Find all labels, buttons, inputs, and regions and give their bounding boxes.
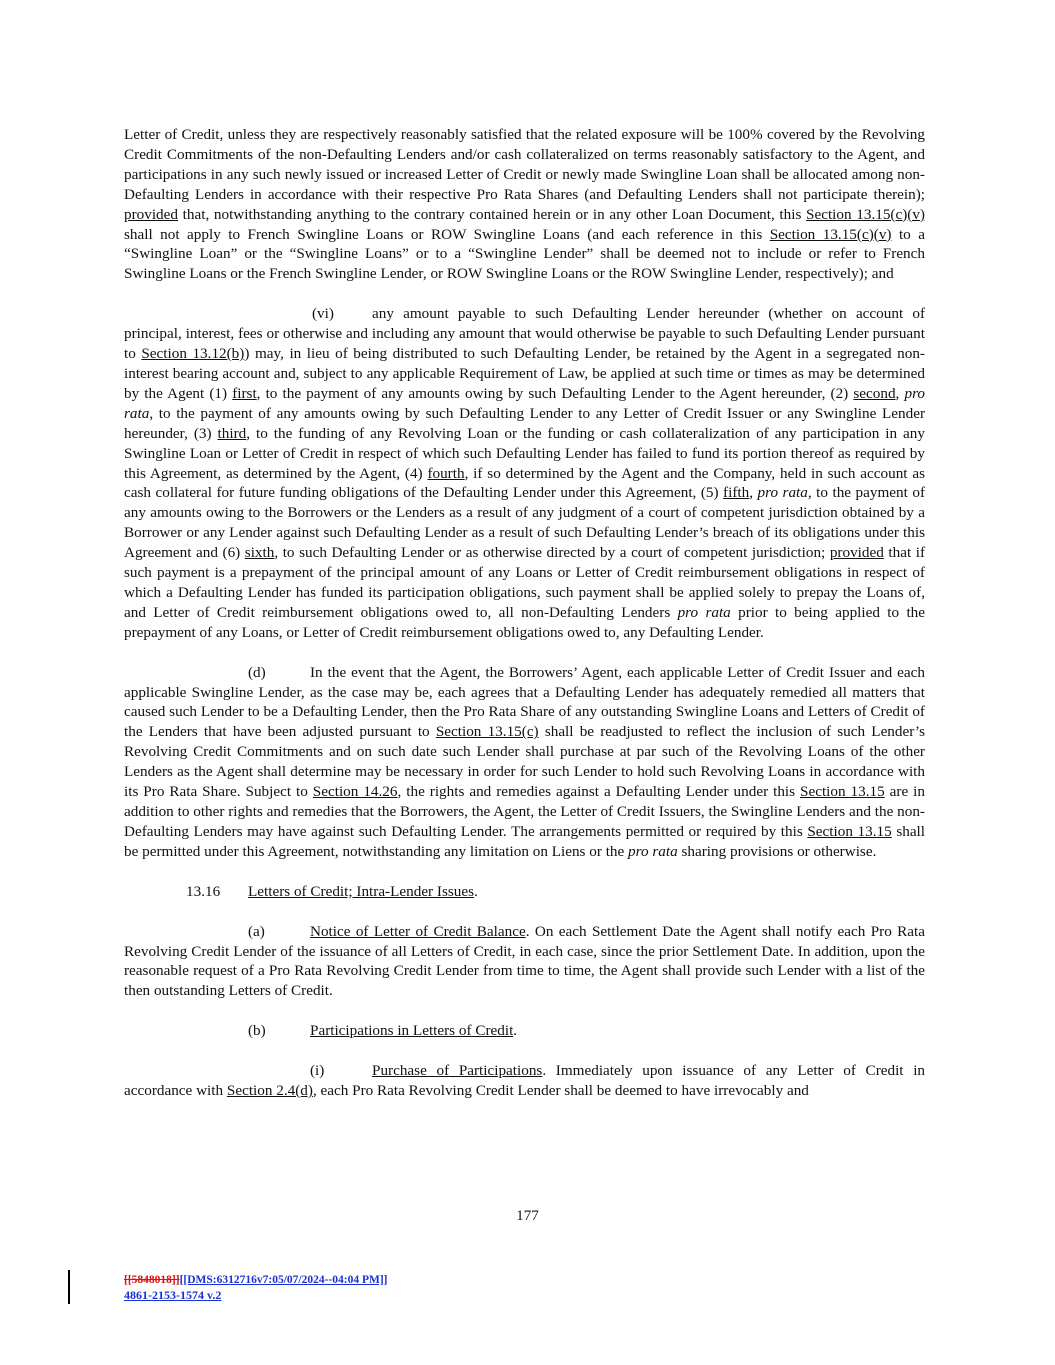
paragraph-b: (b) Participations in Letters of Credit. (248, 1022, 518, 1040)
section-number: 13.16 (186, 882, 221, 900)
clause-number: (b) (248, 1022, 266, 1040)
section-ref: Section 13.15 (800, 783, 885, 801)
section-ref: Section 14.26 (312, 783, 398, 801)
section-title: Letters of Credit; Intra-Lender Issues (248, 882, 475, 900)
footer-doc-stamp (124, 1273, 388, 1288)
section-ref: Section 13.15 (807, 822, 892, 840)
clause-number: (d) (248, 663, 266, 681)
page-body (124, 125, 925, 1101)
clause-title: Participations in Letters of Credit (310, 1022, 514, 1040)
clause-title: Notice of Letter of Credit Balance (310, 922, 526, 940)
section-heading-13-16: 13.16 Letters of Credit; Intra-Lender Issues. (186, 882, 478, 900)
paragraph-i: (i) Purchase of Participations. Immediately upon issuance of any Letter of Credit in accordance with Section 2.4(d), each Pro Rata Revolving Credit Lender shall be deemed to have irrevocably and (124, 1062, 926, 1100)
change-bar (68, 1270, 70, 1304)
provided-term: provided (124, 205, 178, 223)
section-ref: Section 13.15(c)(v) (769, 225, 892, 243)
document-footer (124, 1273, 388, 1303)
clause-number: (vi) (312, 305, 334, 323)
deleted-doc-id: [[5848018]] (124, 1274, 180, 1286)
paragraph-d: (d) In the event that the Agent, the Borrowers’ Agent, each applicable Letter of Credit Issuer and each applicable Swingline Lender, as the case may be, each agrees that a Defaulting Lender has adequately remedied all matters that caused such Lender to be a Defaulting Lender, then the Pro Rata Share of any outstanding Swingline Loans and Letters of Credit of the Lenders that have been adjusted pursuant to Section 13.15(c) shall be readjusted to reflect the inclusion of such Lender’s Revolving Credit Commitments and on such date such Lender shall purchase at par such of the Revolving Loans of the other Lenders as the Agent shall determine may be necessary in order for such Lender to hold such Revolving Loans in accordance with its Pro Rata Share. Subject to Section 14.26, the rights and remedies against a Defaulting Lender under this Section 13.15 are in addition to other rights and remedies that the Borrowers, the Agent, the Letter of Credit Issuers, the Swingline Lenders and the non-Defaulting Lenders may have against such Defaulting Lender. The arrangements permitted or required by this Section 13.15 shall be permitted under this Agreement, notwithstanding any limitation on Liens or the pro rata sharing provisions or otherwise. (124, 663, 925, 860)
section-ref: Section 13.15(c)(v) (806, 205, 925, 223)
paragraph-vi: (vi) any amount payable to such Defaulting Lender hereunder (whether on account of principal, interest, fees or otherwise and including any amount that would otherwise be payable to such Defaulting Lender pursuant to Section 13.12(b)) may, in lieu of being distributed to such Defaulting Lender, be retained by the Agent in a segregated non-interest bearing account and, subject to any applicable Requirement of Law, be applied at such time or times as may be determined by the Agent (1) first, to the payment of any amounts owing by such Defaulting Lender to the Agent hereunder, (2) second, pro rata, to the payment of any amounts owing by such Defaulting Lender to any Letter of Credit Issuer or any Swingline Lender hereunder, (3) third, to the funding of any Revolving Loan or the funding or cash collateralization of any participation in any Swingline Loan or Letter of Credit in respect of which such Defaulting Lender has failed to fund its portion thereof as required by this Agreement, as determined by the Agent, (4) fourth, if so determined by the Agent and the Company, held in such account as cash collateral for future funding obligations of the Defaulting Lender under this Agreement, (5) fifth, pro rata, to the payment of any amounts owing to the Borrowers or the Lenders as a result of any judgment of a court of competent jurisdiction obtained by a Borrower or any Lender against such Defaulting Lender as a result of such Defaulting Lender’s breach of its obligations under this Agreement and (6) sixth, to such Defaulting Lender or as otherwise directed by a court of competent jurisdiction; provided that if such payment is a prepayment of the principal amount of any Loans or Letter of Credit reimbursement obligations in respect of which a Defaulting Lender has funded its participation obligations, such payment shall be applied solely to prepay the Loans of, and Letter of Credit reimbursement obligations owed to, all non-Defaulting Lenders pro rata prior to being applied to the prepayment of any Loans, or Letter of Credit reimbursement obligations owed to, any Defaulting Lender. (124, 305, 926, 641)
section-ref: Section 13.15(c) (435, 723, 539, 741)
clause-number: (a) (248, 922, 265, 940)
footer-doc-number: 4861-2153-1574 v.2 (124, 1288, 222, 1302)
clause-number: (i) (310, 1062, 325, 1080)
section-ref: Section 2.4(d) (226, 1082, 313, 1100)
paragraph-a: (a) Notice of Letter of Credit Balance. On each Settlement Date the Agent shall notify each Pro Rata Revolving Credit Lender of the issuance of all Letters of Credit, in each case, since the prior Settlement Date. In addition, upon the reasonable request of a Pro Rata Revolving Credit Lender from time to time, the Agent shall provide such Lender with a list of the then outstanding Letters of Credit. (124, 922, 925, 1000)
inserted-doc-id: [[DMS:6312716v7:05/07/2024--04:04 PM]] (179, 1274, 388, 1286)
paragraph-continuation: Letter of Credit, unless they are respectively reasonably satisfied that the related exposure will be 100% covered by the Revolving Credit Commitments of the non-Defaulting Lenders and/or cash collateralized on terms reasonably satisfactory to the Agent, and participations in any such newly issued or increased Letter of Credit or newly made Swingline Loan shall be allocated among non-Defaulting Lenders in accordance with their respective Pro Rata Shares (and Defaulting Lenders shall not participate therein); provided that, notwithstanding anything to the contrary contained herein or in any other Loan Document, this Section 13.15(c)(v) shall not apply to French Swingline Loans or ROW Swingline Loans (and each reference in this Section 13.15(c)(v) to a “Swingline Loan” or the “Swingline Loans” or to a “Swingline Lender” shall be deemed not to include or refer to French Swingline Loans or the French Swingline Lender, or ROW Swingline Loans or the ROW Swingline Lender, respectively); and (124, 126, 925, 283)
clause-title: Purchase of Participations (372, 1062, 543, 1080)
page-number: 177 (516, 1207, 539, 1224)
section-ref: Section 13.12(b) (141, 345, 245, 363)
